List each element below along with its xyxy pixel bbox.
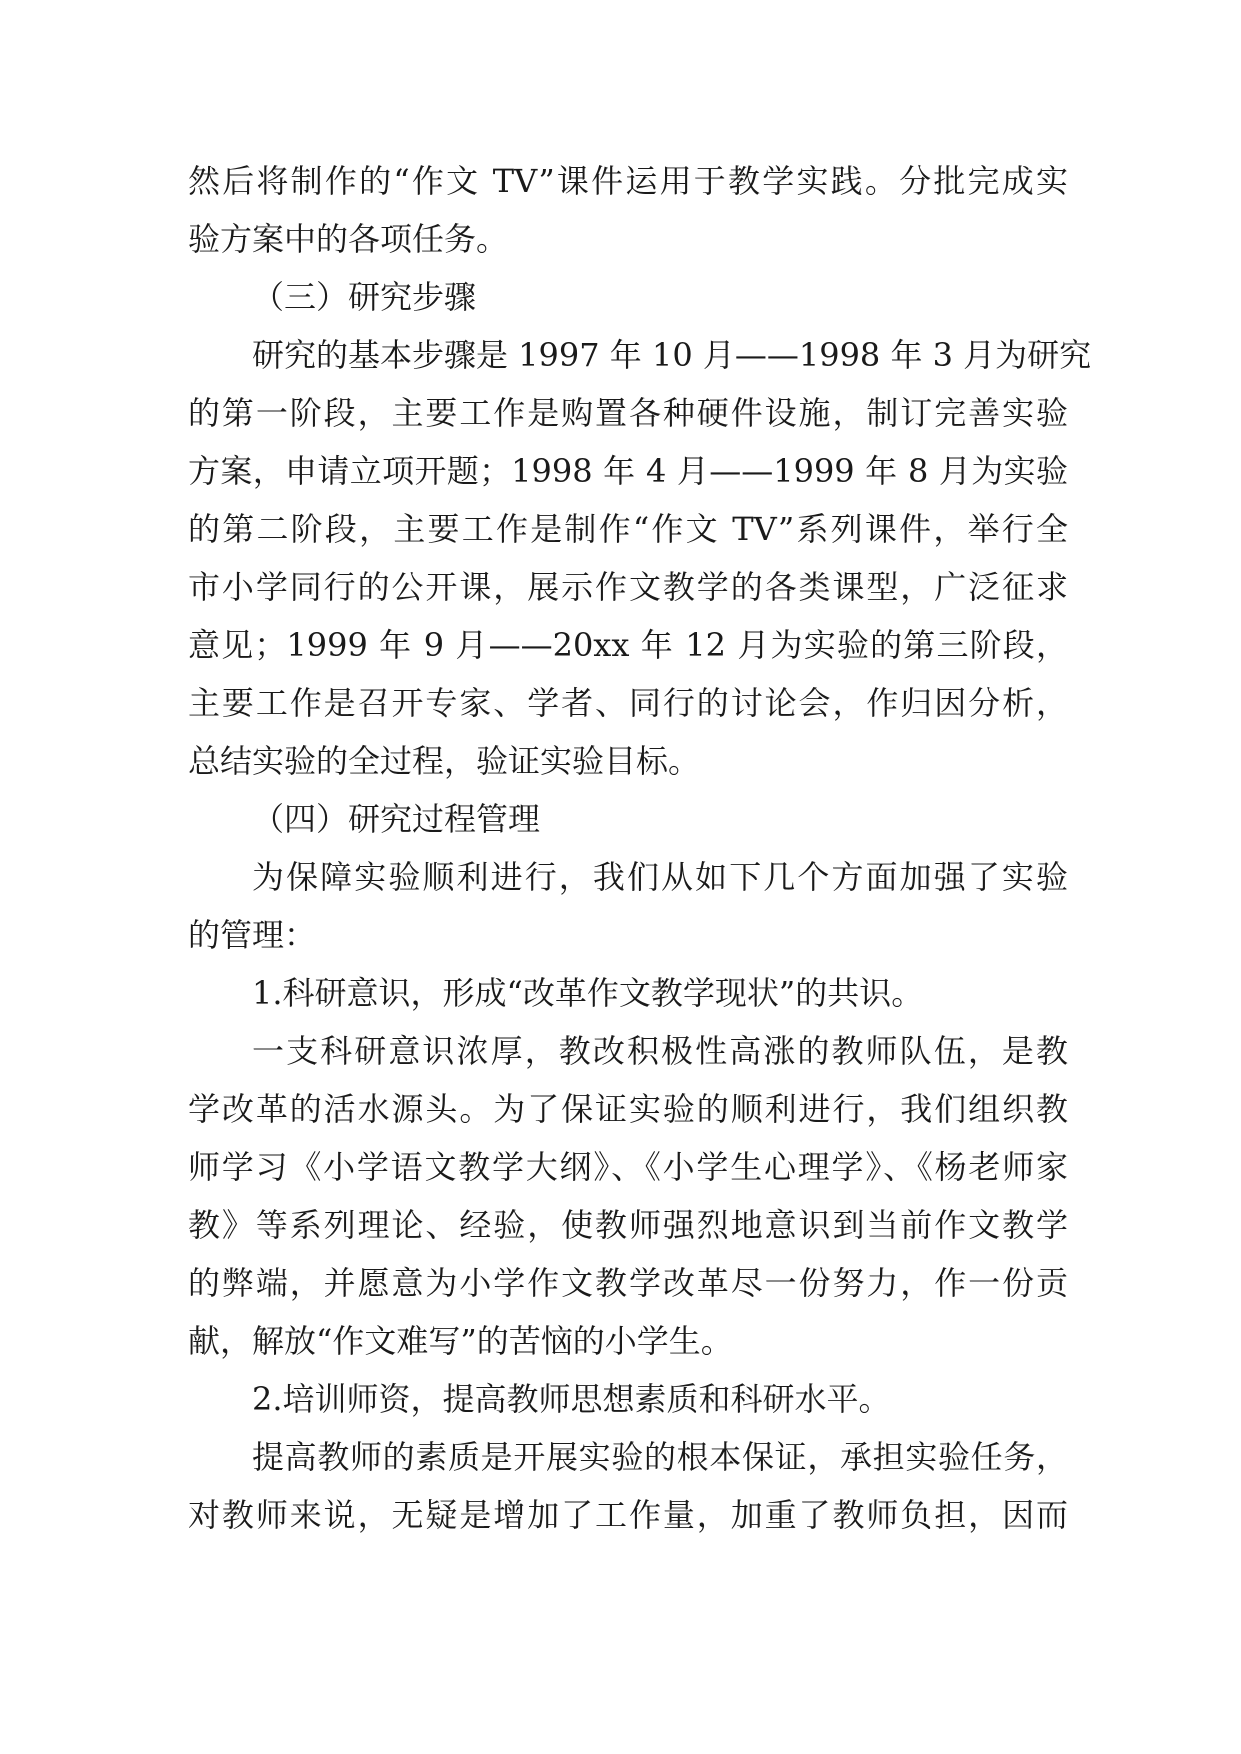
section-heading: （三）研究步骤 xyxy=(252,278,477,316)
text-line: 方案，申请立项开题；1998 年 4 月——1999 年 8 月为实验 xyxy=(188,452,1068,490)
text-line: 验方案中的各项任务。 xyxy=(188,220,509,258)
subsection-heading: 1.科研意识，形成“改革作文教学现状”的共识。 xyxy=(252,974,924,1012)
section-heading: （四）研究过程管理 xyxy=(252,800,541,838)
text-line: 总结实验的全过程，验证实验目标。 xyxy=(188,742,701,780)
text-line: 一支科研意识浓厚，教改积极性高涨的教师队伍，是教 xyxy=(252,1032,1068,1070)
document-body xyxy=(188,152,1092,1544)
text-line: 学改革的活水源头。为了保证实验的顺利进行，我们组织教 xyxy=(188,1090,1068,1128)
text-line: 的第二阶段，主要工作是制作“作文 TV”系列课件，举行全 xyxy=(188,510,1068,548)
text-line: 为保障实验顺利进行，我们从如下几个方面加强了实验 xyxy=(252,858,1068,896)
text-line: 的第一阶段，主要工作是购置各种硬件设施，制订完善实验 xyxy=(188,394,1068,432)
text-line: 对教师来说，无疑是增加了工作量，加重了教师负担，因而 xyxy=(188,1496,1068,1534)
text-line: 教》等系列理论、经验，使教师强烈地意识到当前作文教学 xyxy=(188,1206,1068,1244)
text-line: 意见；1999 年 9 月——20xx 年 12 月为实验的第三阶段， xyxy=(188,626,1068,664)
text-line: 研究的基本步骤是 1997 年 10 月——1998 年 3 月为研究 xyxy=(252,336,1092,374)
text-line: 然后将制作的“作文 TV”课件运用于教学实践。分批完成实 xyxy=(188,162,1068,200)
text-line: 的管理： xyxy=(188,916,317,954)
text-line: 献，解放“作文难写”的苦恼的小学生。 xyxy=(188,1322,733,1360)
text-line: 市小学同行的公开课，展示作文教学的各类课型，广泛征求 xyxy=(188,568,1068,606)
text-line: 的弊端，并愿意为小学作文教学改革尽一份努力，作一份贡 xyxy=(188,1264,1068,1302)
text-line: 主要工作是召开专家、学者、同行的讨论会，作归因分析， xyxy=(188,684,1068,722)
subsection-heading: 2.培训师资，提高教师思想素质和科研水平。 xyxy=(252,1380,891,1418)
text-line: 师学习《小学语文教学大纲》、《小学生心理学》、《杨老师家 xyxy=(188,1148,1068,1186)
text-line: 提高教师的素质是开展实验的根本保证，承担实验任务， xyxy=(252,1438,1068,1476)
